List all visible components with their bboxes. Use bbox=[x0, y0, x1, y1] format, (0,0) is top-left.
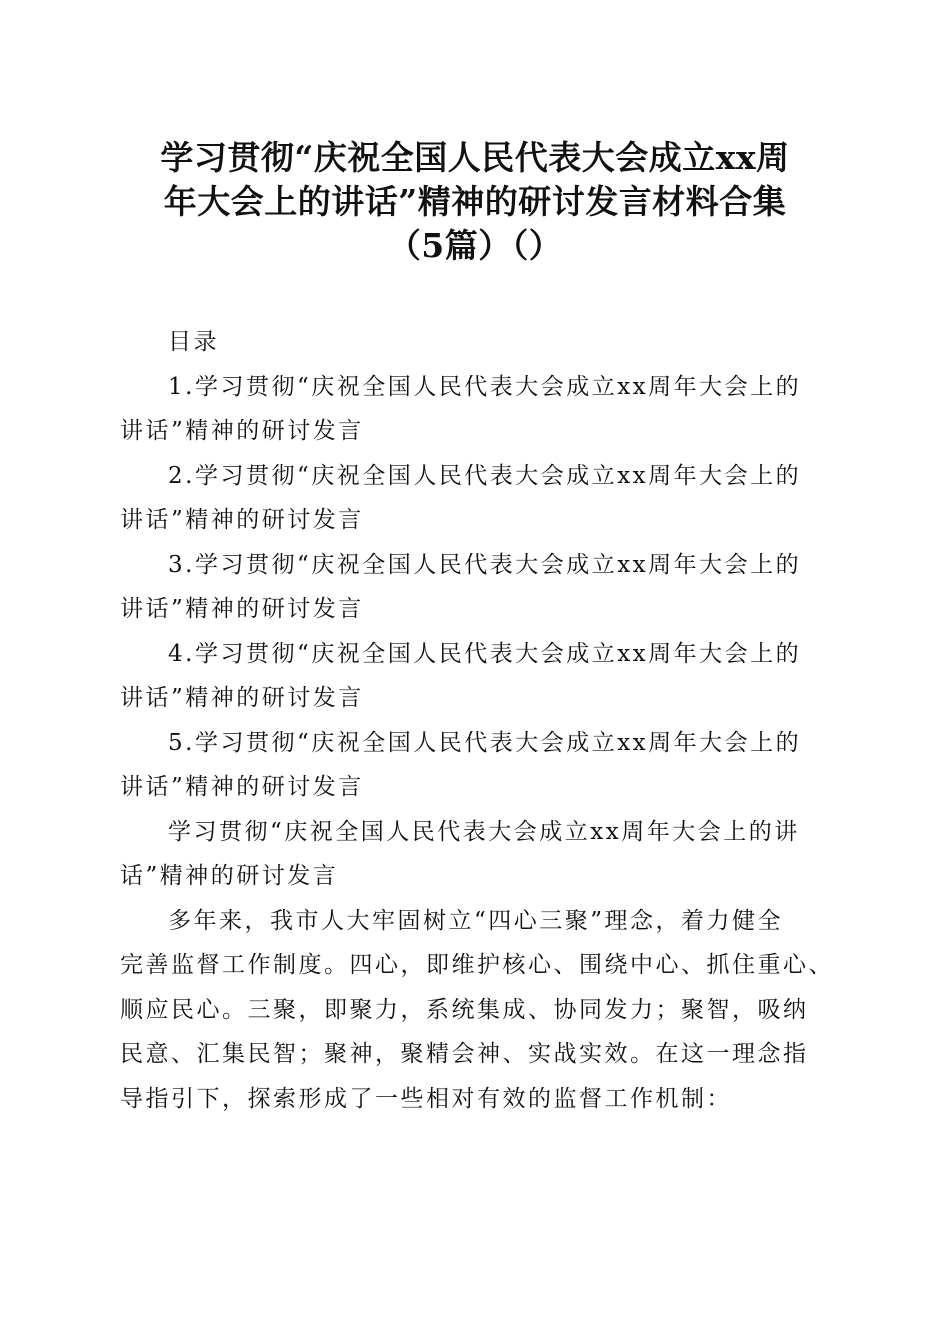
toc-item-line: 3.学习贯彻“庆祝全国人民代表大会成立xx周年大会上的 bbox=[168, 551, 802, 578]
body-paragraph-line: 民意、汇集民智；聚神，聚精会神、实战实效。在这一理念指 bbox=[120, 1041, 809, 1067]
section-heading-line: 学习贯彻“庆祝全国人民代表大会成立xx周年大会上的讲 bbox=[168, 818, 800, 845]
title-line: （5篇）（） bbox=[387, 226, 563, 265]
document-title bbox=[100, 136, 850, 268]
section-heading bbox=[120, 810, 840, 899]
toc-item-line: 1.学习贯彻“庆祝全国人民代表大会成立xx周年大会上的 bbox=[168, 373, 802, 400]
toc-item-line: 讲话”精神的研讨发言 bbox=[120, 418, 364, 444]
toc-heading-text: 目录 bbox=[168, 329, 219, 355]
toc-item-line: 讲话”精神的研讨发言 bbox=[120, 685, 364, 711]
body-paragraph-line: 顺应民心。三聚，即聚力，系统集成、协同发力；聚智，吸纳 bbox=[120, 996, 809, 1023]
toc-item bbox=[120, 365, 840, 454]
toc-item-line: 5.学习贯彻“庆祝全国人民代表大会成立xx周年大会上的 bbox=[168, 729, 802, 756]
title-line: 年大会上的讲话”精神的研讨发言材料合集 bbox=[163, 182, 787, 221]
toc-item bbox=[120, 543, 840, 632]
toc-item-line: 4.学习贯彻“庆祝全国人民代表大会成立xx周年大会上的 bbox=[168, 640, 802, 667]
body-paragraph-line: 完善监督工作制度。四心，即维护核心、围绕中心、抓住重心、 bbox=[120, 952, 834, 978]
body-paragraph-line: 导指引下，探索形成了一些相对有效的监督工作机制： bbox=[120, 1085, 732, 1112]
toc-item bbox=[120, 454, 840, 543]
toc-item-line: 2.学习贯彻“庆祝全国人民代表大会成立xx周年大会上的 bbox=[168, 462, 802, 489]
body-paragraph bbox=[120, 899, 840, 1122]
toc-item bbox=[120, 721, 840, 810]
toc-item-line: 讲话”精神的研讨发言 bbox=[120, 596, 364, 622]
document-body bbox=[120, 320, 840, 1121]
body-paragraph-line: 多年来，我市人大牢固树立“四心三聚”理念，着力健全 bbox=[168, 907, 784, 934]
title-line: 学习贯彻“庆祝全国人民代表大会成立xx周 bbox=[160, 138, 790, 177]
section-heading-line: 话”精神的研讨发言 bbox=[120, 863, 339, 889]
toc-item-line: 讲话”精神的研讨发言 bbox=[120, 774, 364, 800]
toc-item-line: 讲话”精神的研讨发言 bbox=[120, 507, 364, 533]
toc-heading bbox=[120, 320, 840, 365]
toc-item bbox=[120, 632, 840, 721]
